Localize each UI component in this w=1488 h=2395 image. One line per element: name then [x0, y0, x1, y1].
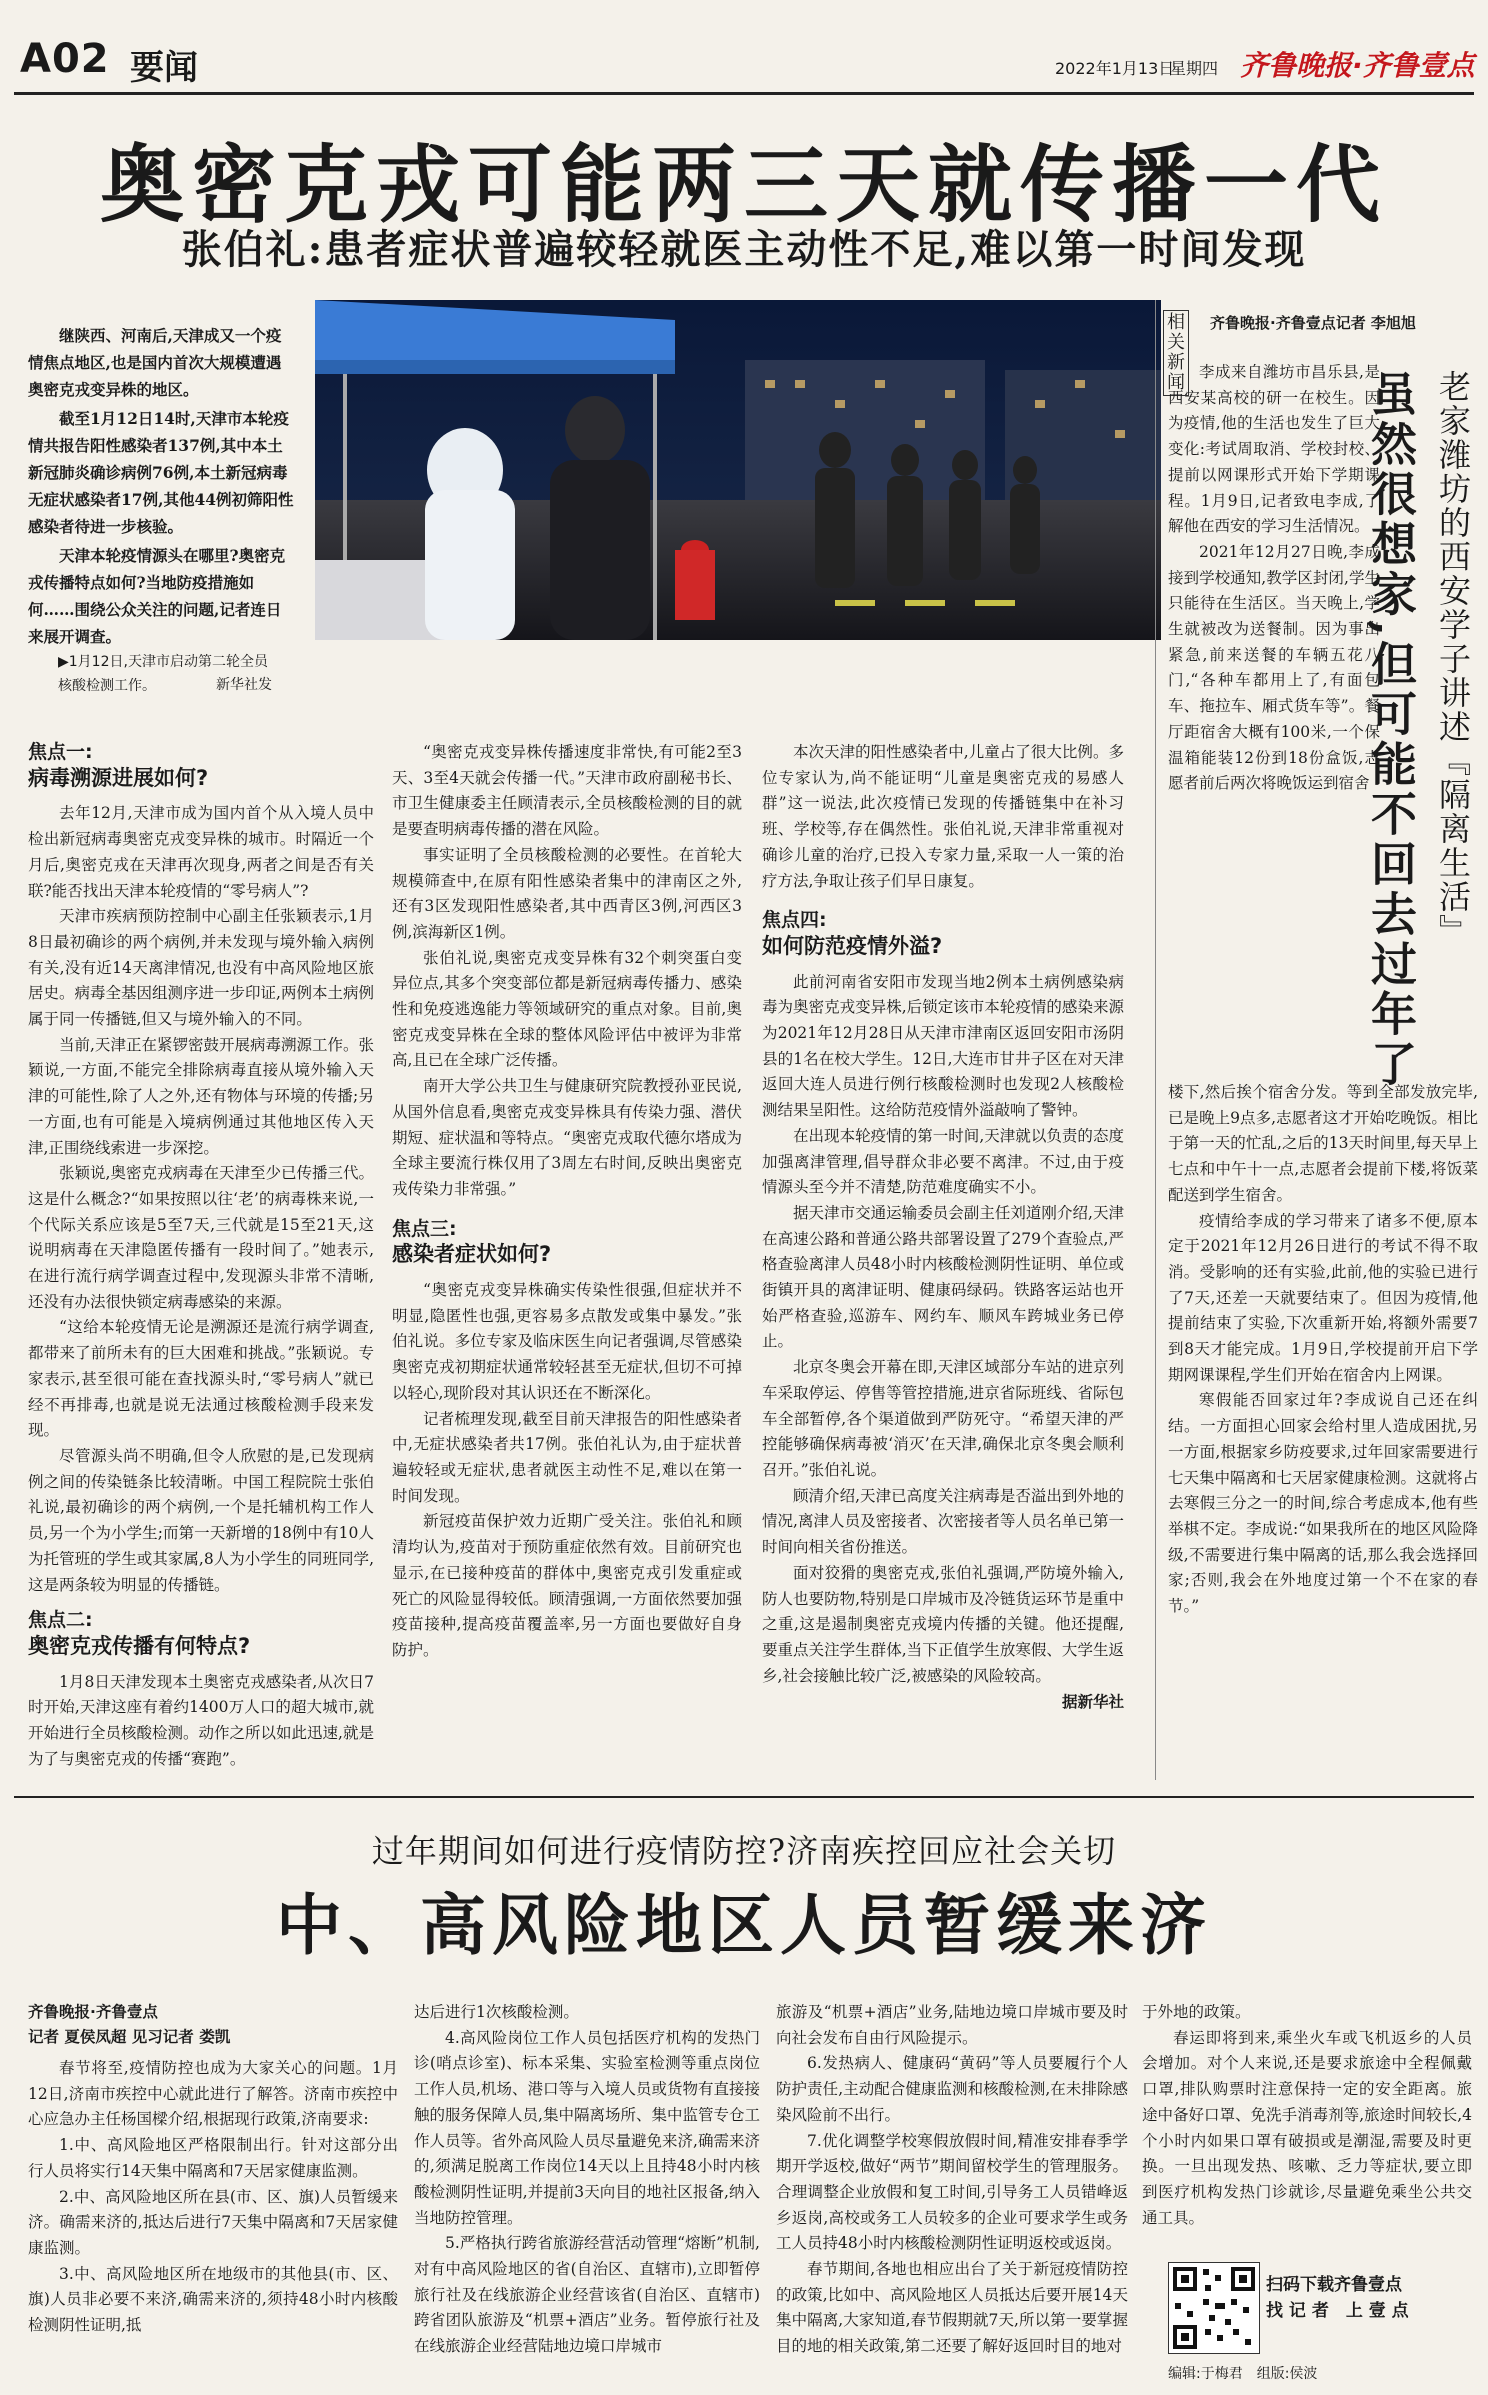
- second-headline: 中、高风险地区人员暂缓来济: [276, 1886, 1212, 1964]
- story-paragraph: 张伯礼说,奥密克戎变异株有32个刺突蛋白变异位点,其多个突变部位都是新冠病毒传播力、感染性和免疫逃逸能力等领域研究的重点对象。目前,奥密克戎变异株在全球的整体风险评估中被评为非常高,且已在全球广泛传播。: [392, 948, 742, 1070]
- story-paragraph: 新冠疫苗保护效力近期广受关注。张伯礼和顾清均认为,疫苗对于预防重症依然有效。目前研究也显示,在已接种疫苗的群体中,奥密克戎引发重症或死亡的风险显得较低。顾清强调,一方面依然要加强疫苗接种,提高疫苗覆盖率,另一方面也要做好自身防护。: [392, 1512, 742, 1659]
- story-column-2: [392, 740, 742, 1664]
- second-paragraph: 春节将至,疫情防控也成为大家关心的问题。1月12日,济南市疾控中心就此进行了解答。济南市疾控中心应急办主任杨国樑介绍,根据现行政策,济南要求:: [28, 2059, 398, 2129]
- story-source: 据新华社: [1061, 1692, 1124, 1712]
- second-paragraph: 达后进行1次核酸检测。: [414, 2003, 579, 2021]
- focus-title: 感染者症状如何?: [392, 1242, 552, 1267]
- masthead: [0, 0, 1488, 100]
- sidebar-paragraph: 楼下,然后挨个宿舍分发。等到全部发放完毕,已是晚上9点多,志愿者这才开始吃晚饭。相比于第一天的忙乱,之后的13天时间里,每天早上七点和中午十一点,志愿者会提前下楼,将饭菜配送到学生宿舍。: [1168, 1083, 1478, 1204]
- story-column-1: [28, 740, 374, 1772]
- section-divider: [14, 1796, 1474, 1798]
- main-subheadline: 张伯礼:患者症状普遍较轻就医主动性不足,难以第一时间发现: [181, 226, 1307, 273]
- section-name: 要闻: [130, 48, 198, 88]
- second-paragraph: 于外地的政策。: [1142, 2003, 1251, 2021]
- story-column-3: [762, 740, 1124, 1715]
- sidebar-paragraph: 李成来自潍坊市昌乐县,是西安某高校的研一在校生。因为疫情,他的生活也发生了巨大变化:考试周取消、学校封校、提前以网课形式开始下学期课程。1月9日,记者致电李成,了解他在西安的学习生活情况。: [1168, 363, 1380, 536]
- story-paragraph: 北京冬奥会开幕在即,天津区域部分车站的进京列车采取停运、停售等管控措施,进京省际班线、省际包车全部暂停,各个渠道做到严防死守。“希望天津的严控能够确保病毒被‘消灭’在天津,确保北京冬奥会顺利召开。”张伯礼说。: [762, 1358, 1124, 1479]
- photo-credit: 新华社发: [216, 677, 272, 693]
- editors-credit: 编辑:于梅君 组版:侯波: [1168, 2366, 1318, 2382]
- lead-paragraph: 截至1月12日14时,天津市本轮疫情共报告阳性感染者137例,其中本土新冠肺炎确诊病例76例,本土新冠病毒无症状感染者17例,其他44例初筛阳性感染者待进一步核验。: [28, 409, 294, 536]
- sidebar-paragraph: 寒假能否回家过年?李成说自己还在纠结。一方面担心回家会给村里人造成困扰,另一方面,根据家乡防疫要求,过年回家需要进行七天集中隔离和七天居家健康检测。这就将占去寒假三分之一的时间,综合考虑成本,他有些举棋不定。李成说:“如果我所在的地区风险降级,不需要进行集中隔离的话,那么我会选择回家;否则,我会在外地度过第一个不在家的春节。”: [1168, 1391, 1479, 1616]
- qr-caption-line: 扫码下载齐鲁壹点: [1266, 2275, 1402, 2295]
- second-byline: 齐鲁晚报·齐鲁壹点: [28, 2003, 158, 2021]
- story-paragraph: 顾清介绍,天津已高度关注病毒是否溢出到外地的情况,离津人员及密接者、次密接者等人员名单已第一时间向相关省份推送。: [762, 1486, 1124, 1557]
- focus-label: 焦点三:: [392, 1217, 457, 1240]
- story-paragraph: 1月8日天津发现本土奥密克戎感染者,从次日7时开始,天津这座有着约1400万人口的超大城市,就开始进行全员核酸检测。动作之所以如此迅速,就是为了与奥密克戎的传播“赛跑”。: [28, 1672, 374, 1768]
- qr-caption-line: 找 记 者 上 壹 点: [1266, 2301, 1409, 2321]
- lead-paragraph: 继陕西、河南后,天津成又一个疫情焦点地区,也是国内首次大规模遭遇奥密克戎变异株的地区。: [28, 326, 282, 399]
- focus-label: 焦点一:: [28, 741, 93, 763]
- story-paragraph: 当前,天津正在紧锣密鼓开展病毒溯源工作。张颖说,一方面,不能完全排除病毒直接从境外输入天津的可能性,除了人之外,还有物体与环境的传播;另一方面,也有可能是入境病例通过其他地区传入天津,正围绕线索进一步深挖。: [28, 1035, 374, 1157]
- second-paragraph: 旅游及“机票+酒店”业务,陆地边境口岸城市要及时向社会发布自由行风险提示。: [776, 2003, 1128, 2047]
- sidebar-byline: 齐鲁晚报·齐鲁壹点记者 李旭旭: [1210, 314, 1416, 332]
- sidebar-body-narrow: [1168, 360, 1380, 797]
- sidebar-kicker: 老家潍坊的西安学子讲述『隔离生活』: [1434, 370, 1472, 948]
- story-paragraph: “奥密克戎变异株确实传染性很强,但症状并不明显,隐匿性也强,更容易多点散发或集中暴发。”张伯礼说。多位专家及临床医生向记者强调,尽管感染奥密克戎初期症状通常较轻甚至无症状,但切不可掉以轻心,现阶段对其认识还在不断深化。: [392, 1281, 742, 1402]
- second-column-4: [1142, 2000, 1472, 2231]
- second-paragraph: 7.优化调整学校寒假放假时间,精准安排春季学期开学返校,做好“两节”期间留校学生的管理服务。合理调整企业放假和复工时间,引导务工人员错峰返乡返岗,高校或务工人员较多的企业可要求学生或务工人员持48小时内核酸检测阴性证明返校或返岗。: [776, 2131, 1128, 2253]
- second-paragraph: 6.发热病人、健康码“黄码”等人员要履行个人防护责任,主动配合健康监测和核酸检测,在未排除感染风险前不出行。: [776, 2054, 1128, 2124]
- second-paragraph: 3.中、高风险地区所在地级市的其他县(市、区、旗)人员非必要不来济,确需来济的,须持48小时内核酸检测阴性证明,抵: [28, 2264, 398, 2335]
- related-news-text: 相关新闻: [1163, 310, 1189, 396]
- second-paragraph: 春运即将到来,乘坐火车或飞机返乡的人员会增加。对个人来说,还是要求旅途中全程佩戴口罩,排队购票时注意保持一定的安全距离。旅途中备好口罩、免洗手消毒剂等,旅途时间较长,4个小时内如果口罩有破损或是潮湿,需要及时更换。一旦出现发热、咳嗽、乏力等症状,要立即到医疗机构发热门诊就诊,尽量避免乘坐公共交通工具。: [1142, 2028, 1472, 2227]
- header-rule: [14, 92, 1474, 95]
- sidebar-body-wide: [1168, 1080, 1478, 1620]
- story-paragraph: 去年12月,天津市成为国内首个从入境人员中检出新冠病毒奥密克戎变异株的城市。时隔近一个月后,奥密克戎在天津再次现身,两者之间是否有关联?能否找出天津本轮疫情的“零号病人”?: [28, 804, 374, 900]
- story-paragraph: 据天津市交通运输委员会副主任刘道刚介绍,天津在高速公路和普通公路共部署设置了279个查验点,严格查验离津人员48小时内核酸检测阴性证明、单位或街镇开具的离津证明、健康码绿码。铁路客运站也开始严格查验,巡游车、网约车、顺风车跨城业务已停止。: [762, 1203, 1124, 1351]
- second-column-2: [414, 2000, 760, 2360]
- sidebar-title: 虽然很想家,但可能不回去过年了: [1364, 370, 1418, 1091]
- second-column-3: [776, 2000, 1128, 2360]
- focus-title: 奥密克戎传播有何特点?: [28, 1633, 251, 1658]
- newspaper-logo: 齐鲁晚报·齐鲁壹点: [1240, 49, 1475, 82]
- second-byline: 记者 夏侯凤超 见习记者 娄凯: [28, 2028, 231, 2046]
- second-paragraph: 春节期间,各地也相应出台了关于新冠疫情防控的政策,比如中、高风险地区人员抵达后要开展14天集中隔离,大家知道,春节假期就7天,所以第一要掌握目的地的相关政策,第二还要了解好返回时目的地对: [776, 2260, 1128, 2356]
- second-paragraph: 4.高风险岗位工作人员包括医疗机构的发热门诊(哨点诊室)、标本采集、实验室检测等重点岗位工作人员,机场、港口等与入境人员或货物有直接接触的服务保障人员,集中隔离场所、集中监管专仓工作人员等。省外高风险人员尽量避免来济,确需来济的,须满足脱离工作岗位14天以上且持48小时内核酸检测阴性证明,并提前3天向目的地社区报备,纳入当地防控管理。: [414, 2028, 760, 2227]
- focus-title: 病毒溯源进展如何?: [28, 765, 209, 790]
- qr-caption: [1266, 2272, 1409, 2324]
- story-paragraph: 张颖说,奥密克戎病毒在天津至少已传播三代。这是什么概念?“如果按照以往‘老’的病毒株来说,一个代际关系应该是5至7天,三代就是15至21天,这说明病毒在天津隐匿传播有一段时间了。”她表示,在进行流行病学调查过程中,发现源头非常不清晰,还没有办法很快锁定病毒感染的来源。: [28, 1164, 374, 1311]
- page-number: A02: [20, 36, 110, 82]
- story-paragraph: 天津市疾病预防控制中心副主任张颖表示,1月8日最初确诊的两个病例,并未发现与境外输入病例有关,没有近14天离津情况,也没有中高风险地区旅居史。病毒全基因组测序进一步印证,两例本土病例属于同一传播链,但又与境外输入的不同。: [28, 907, 374, 1029]
- focus-label: 焦点二:: [28, 1609, 93, 1632]
- story-paragraph: 此前河南省安阳市发现当地2例本土病例感染病毒为奥密克戎变异株,后锁定该市本轮疫情的感染来源为2021年12月28日从天津市津南区返回安阳市汤阴县的1名在校大学生。12日,大连市甘井子区在对天津返回大连人员进行例行核酸检测时也发现2人核酸检测结果呈阳性。这给防范疫情外溢敲响了警钟。: [762, 972, 1124, 1120]
- lead-paragraphs: [28, 322, 296, 652]
- sidebar-divider: [1155, 300, 1156, 1780]
- second-paragraph: 1.中、高风险地区严格限制出行。针对这部分出行人员将实行14天集中隔离和7天居家健康监测。: [28, 2136, 398, 2180]
- qr-code[interactable]: [1168, 2262, 1260, 2354]
- story-paragraph: “奥密克戎变异株传播速度非常快,有可能2至3天、3至4天就会传播一代。”天津市政府副秘书长、市卫生健康委主任顾清表示,全员核酸检测的目的就是要查明病毒传播的潜在风险。: [392, 743, 742, 839]
- second-paragraph: 2.中、高风险地区所在县(市、区、旗)人员暂缓来济。确需来济的,抵达后进行7天集中隔离和7天居家健康监测。: [28, 2187, 398, 2257]
- qr-code-icon: [1169, 2263, 1259, 2353]
- photo-caption: ▶1月12日,天津市启动第二轮全员核酸检测工作。: [58, 654, 268, 694]
- story-paragraph: 事实证明了全员核酸检测的必要性。在首轮大规模筛查中,在原有阳性感染者集中的津南区之外,还有3区发现阳性感染者,其中西青区3例,河西区3例,滨海新区1例。: [392, 845, 742, 941]
- focus-title: 如何防范疫情外溢?: [762, 933, 943, 958]
- second-column-1: [28, 2000, 398, 2339]
- main-headline: 奥密克戎可能两三天就传播一代: [99, 135, 1388, 234]
- story-paragraph: 在出现本轮疫情的第一时间,天津就以负责的态度加强离津管理,倡导群众非必要不离津。不过,由于疫情源头至今并不清楚,防范难度确实不小。: [762, 1126, 1124, 1197]
- sidebar-title-block: [1364, 370, 1476, 1130]
- testing-site-photo: [315, 300, 1161, 640]
- second-kicker: 过年期间如何进行疫情防控?济南疾控回应社会关切: [371, 1832, 1117, 1870]
- story-paragraph: “这给本轮疫情无论是溯源还是流行病学调查,都带来了前所未有的巨大困难和挑战。”张颖说。专家表示,甚至很可能在查找源头时,“零号病人”就已经不再排毒,也就是说无法通过核酸检测手段来发现。: [28, 1318, 374, 1440]
- story-paragraph: 面对狡猾的奥密克戎,张伯礼强调,严防境外输入,防人也要防物,特别是口岸城市及冷链货运环节是重中之重,这是遏制奥密克戎境内传播的关键。他还提醒,要重点关注学生群体,当下正值学生放寒假、大学生返乡,社会接触比较广泛,被感染的风险较高。: [762, 1563, 1124, 1685]
- lead-paragraph: 天津本轮疫情源头在哪里?奥密克戎传播特点如何?当地防疫措施如何……围绕公众关注的问题,记者连日来展开调查。: [28, 546, 286, 646]
- story-paragraph: 记者梳理发现,截至目前天津报告的阳性感染者中,无症状感染者共17例。张伯礼认为,由于症状普遍较轻或无症状,患者就医主动性不足,难以在第一时间发现。: [392, 1409, 742, 1505]
- sidebar-paragraph: 2021年12月27日晚,李成接到学校通知,教学区封闭,学生只能待在生活区。当天晚上,学生就被改为送餐制。因为事出紧急,前来送餐的车辆五花八门,“各种车都用上了,有面包车、拖拉车、厢式货车等”。餐厅距宿舍大概有100米,一个保温箱能装12份到18份盒饭,志愿者前后两次将晚饭运到宿舍: [1168, 542, 1380, 793]
- focus-label: 焦点四:: [762, 909, 827, 932]
- story-paragraph: 本次天津的阳性感染者中,儿童占了很大比例。多位专家认为,尚不能证明“儿童是奥密克戎的易感人群”这一说法,此次疫情已发现的传播链集中在补习班、学校等,存在偶然性。张伯礼说,天津非常重视对确诊儿童的治疗,已投入专家力量,采取一人一策的治疗方法,争取让孩子们早日康复。: [762, 743, 1124, 890]
- story-paragraph: 尽管源头尚不明确,但令人欣慰的是,已发现病例之间的传染链条比较清晰。中国工程院院士张伯礼说,最初确诊的两个病例,一个是托辅机构工作人员,另一个为小学生;而第一天新增的18例中有10人为托管班的学生或其家属,8人为小学生的同班同学,这是两条较为明显的传播链。: [28, 1446, 374, 1594]
- issue-weekday: 星期四: [1170, 59, 1219, 78]
- sidebar-paragraph: 疫情给李成的学习带来了诸多不便,原本定于2021年12月26日进行的考试不得不取消。受影响的还有实验,此前,他的实验已进行了7天,还差一天就要结束了。但因为疫情,他提前结束了实验,下次重新开始,将额外需要7到8天才能完成。1月9日,学校提前开启下学期网课课程,学生们开始在宿舍内上网课。: [1168, 1211, 1478, 1384]
- second-paragraph: 5.严格执行跨省旅游经营活动管理“熔断”机制,对有中高风险地区的省(自治区、直辖市),立即暂停旅行社及在线旅游企业经营该省(自治区、直辖市)跨省团队旅游及“机票+酒店”业务。暂停旅行社及在线旅游企业经营陆地边境口岸城市: [414, 2234, 760, 2356]
- news-photo: [315, 300, 1161, 640]
- issue-date: 2022年1月13日: [1055, 59, 1175, 78]
- story-paragraph: 南开大学公共卫生与健康研究院教授孙亚民说,从国外信息看,奥密克戎变异株具有传染力强、潜伏期短、症状温和等特点。“奥密克戎取代德尔塔成为全球主要流行株仅用了3周左右时间,反映出奥密克戎传染力非常强。”: [392, 1077, 742, 1198]
